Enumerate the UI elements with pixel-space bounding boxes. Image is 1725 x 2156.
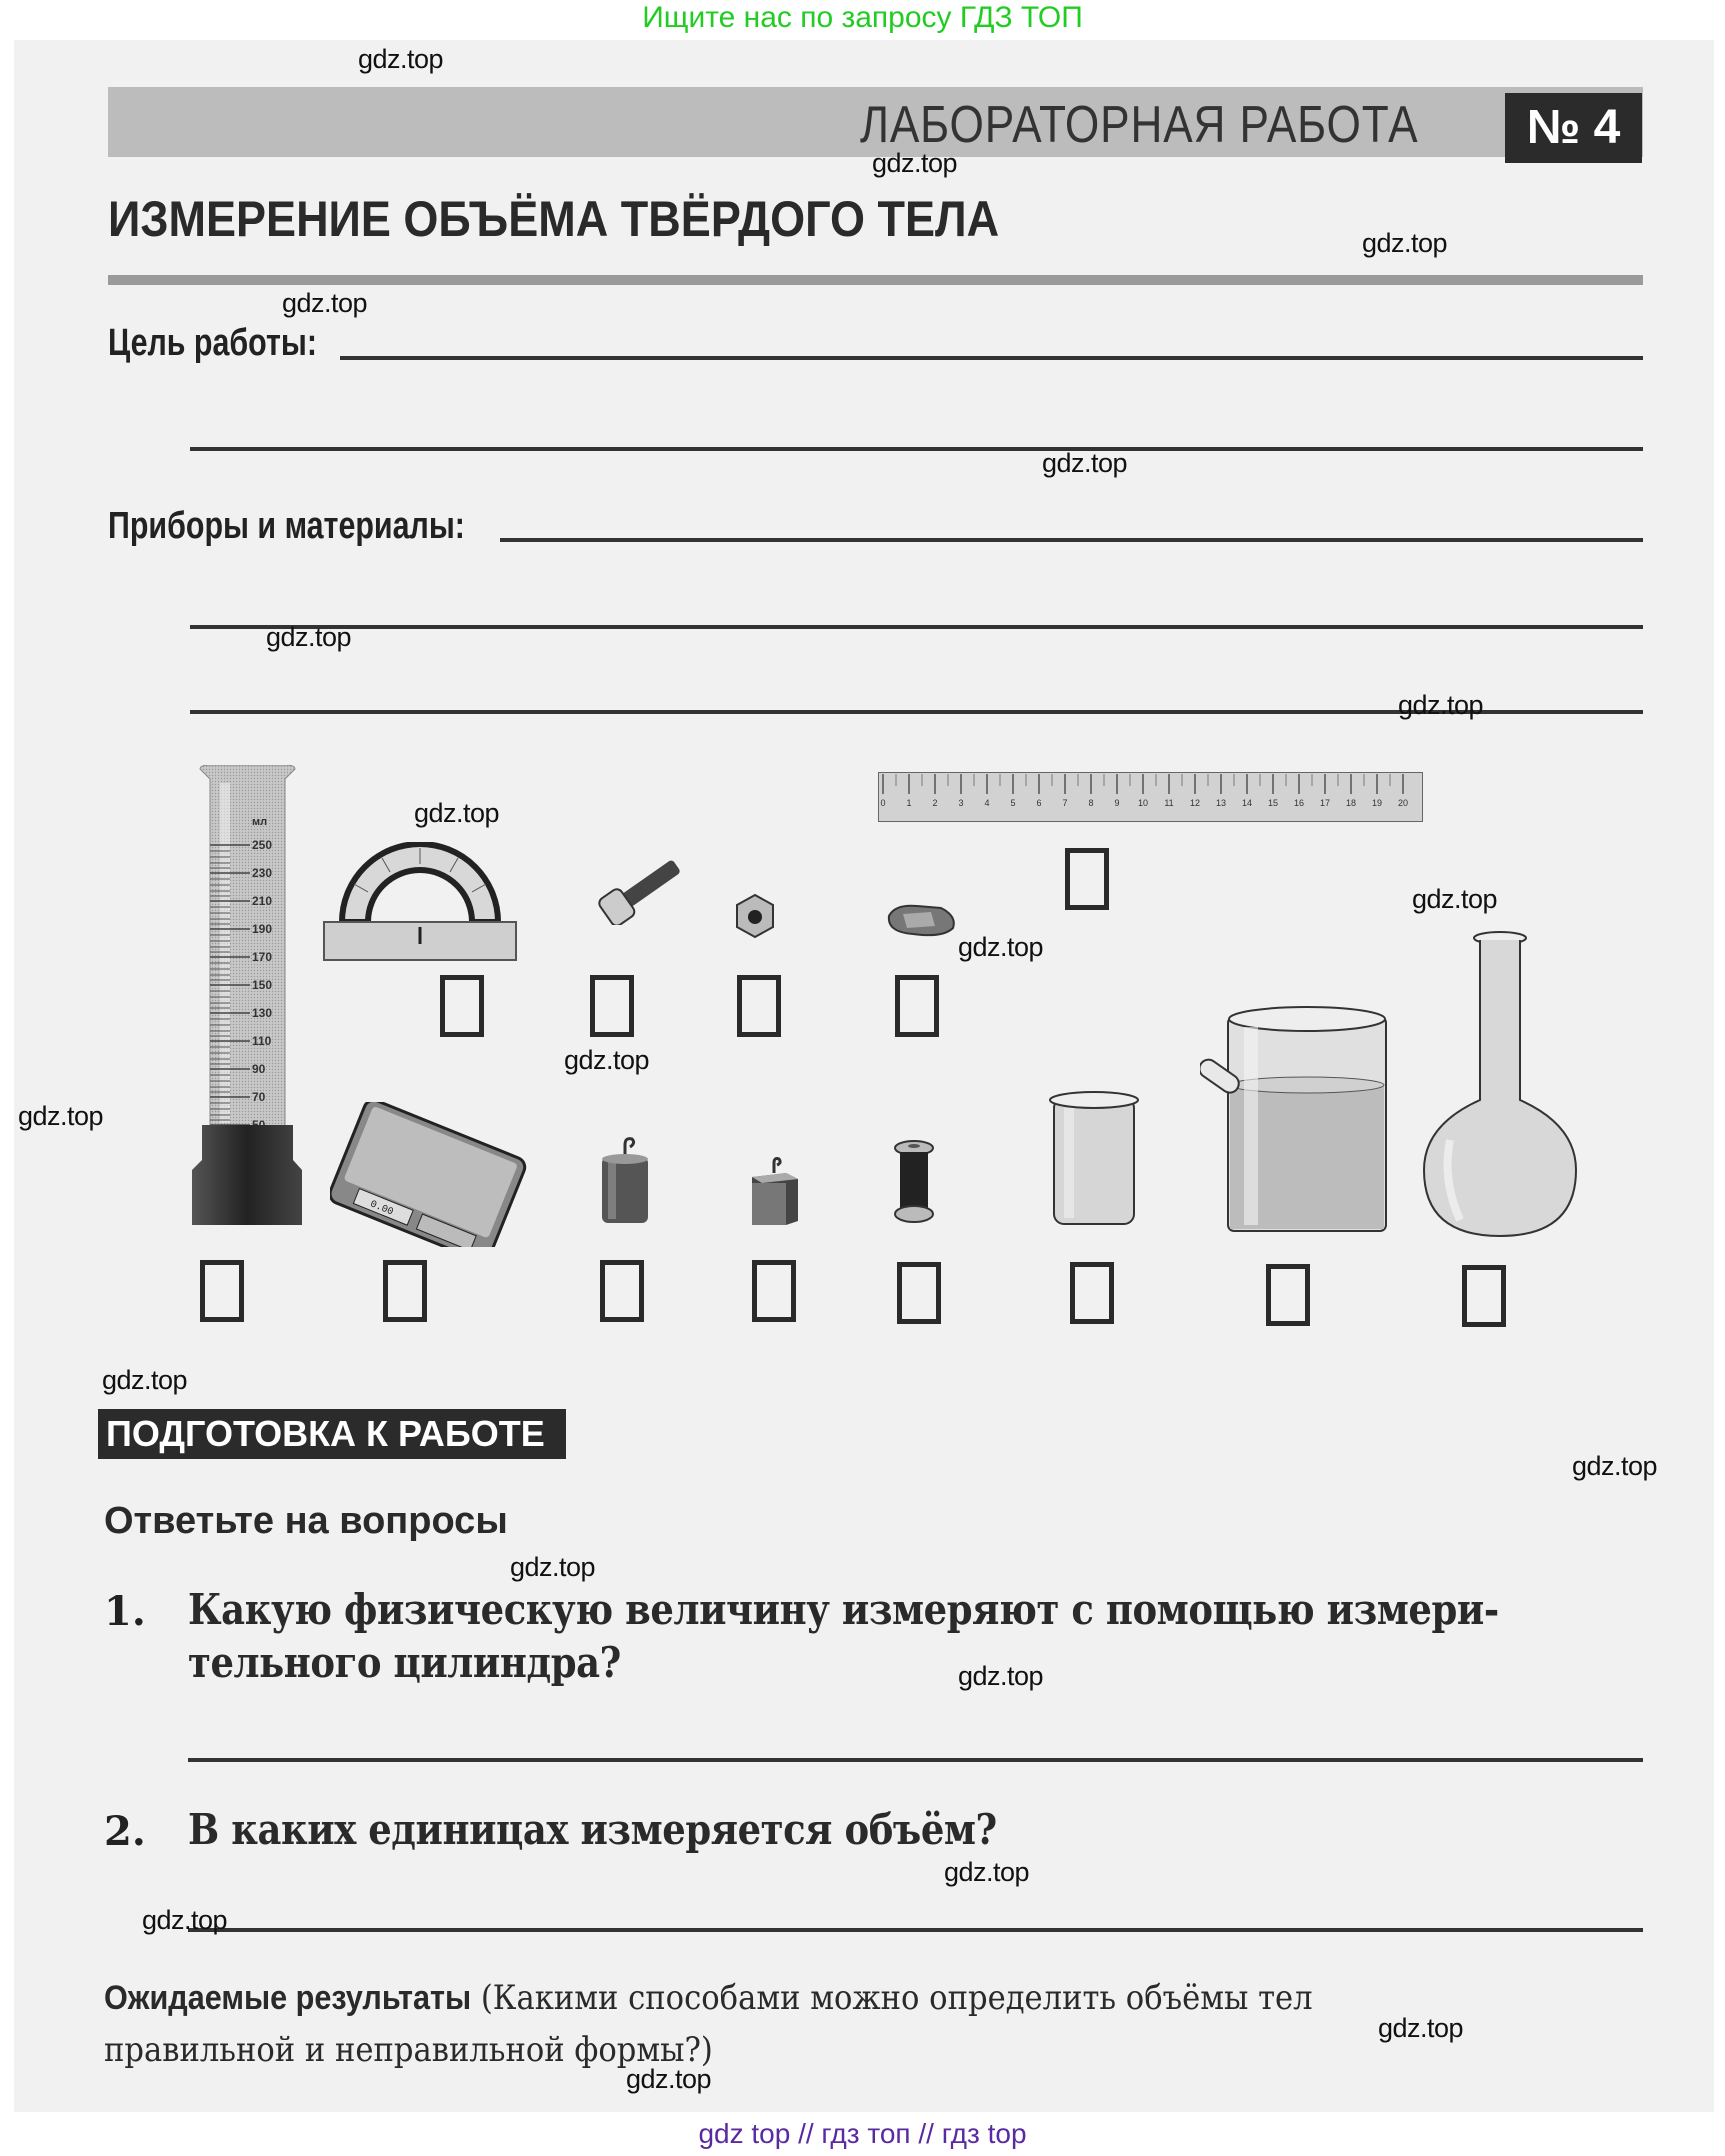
question-2-answer-line[interactable] <box>188 1928 1643 1932</box>
svg-text:5: 5 <box>1010 798 1016 808</box>
watermark: gdz.top <box>266 622 352 652</box>
thread-spool-image <box>893 1140 935 1224</box>
checkbox-cube-weight[interactable] <box>752 1260 796 1322</box>
question-1-number: 1. <box>104 1588 146 1635</box>
checkbox-digital-scale[interactable] <box>383 1260 427 1322</box>
checkbox-beaker[interactable] <box>1070 1262 1114 1324</box>
measuring-cylinder-image <box>190 765 305 1225</box>
goal-answer-line-1[interactable] <box>340 356 1643 360</box>
svg-text:13: 13 <box>1215 798 1227 808</box>
svg-text:110: 110 <box>252 1034 272 1048</box>
watermark: gdz.top <box>414 798 500 828</box>
svg-text:90: 90 <box>252 1062 266 1076</box>
digital-scale-image <box>330 1102 530 1247</box>
svg-text:230: 230 <box>252 866 273 880</box>
watermark: gdz.top <box>872 148 958 178</box>
lab-number-badge: № 4 <box>1505 93 1642 163</box>
question-1-text-line-2: тельного цилиндра? <box>188 1638 621 1687</box>
checkbox-stone[interactable] <box>895 975 939 1037</box>
svg-text:14: 14 <box>1241 798 1253 808</box>
svg-text:6: 6 <box>1036 798 1042 808</box>
watermark: gdz.top <box>1412 884 1498 914</box>
svg-text:10: 10 <box>1137 798 1149 808</box>
subhead-answer-questions: Ответьте на вопросы <box>104 1500 508 1542</box>
svg-text:12: 12 <box>1189 798 1201 808</box>
svg-text:1: 1 <box>906 798 912 808</box>
svg-text:16: 16 <box>1293 798 1305 808</box>
svg-text:17: 17 <box>1319 798 1331 808</box>
svg-text:190: 190 <box>252 922 273 936</box>
svg-text:19: 19 <box>1371 798 1383 808</box>
svg-text:мл: мл <box>252 816 268 828</box>
equipment-answer-line-2[interactable] <box>190 625 1643 629</box>
watermark: gdz.top <box>564 1045 650 1075</box>
title-divider <box>108 275 1643 285</box>
protractor-image <box>322 842 518 962</box>
lab-work-label: ЛАБОРАТОРНАЯ РАБОТА <box>860 96 1419 154</box>
watermark: gdz.top <box>958 1661 1044 1691</box>
checkbox-nut[interactable] <box>737 975 781 1037</box>
watermark: gdz.top <box>1362 228 1448 258</box>
svg-text:130: 130 <box>252 1006 273 1020</box>
watermark: gdz.top <box>1042 448 1128 478</box>
overflow-vessel-image <box>1200 1005 1390 1235</box>
watermark: gdz.top <box>944 1857 1030 1887</box>
cylindrical-weight-image <box>600 1135 650 1225</box>
svg-text:9: 9 <box>1114 798 1120 808</box>
checkbox-flask[interactable] <box>1462 1265 1506 1327</box>
watermark: gdz.top <box>958 932 1044 962</box>
watermark: gdz.top <box>626 2064 712 2094</box>
checkbox-measuring-cylinder[interactable] <box>200 1260 244 1322</box>
watermark: gdz.top <box>102 1365 188 1395</box>
svg-text:20: 20 <box>1397 798 1409 808</box>
checkbox-thread-spool[interactable] <box>897 1262 941 1324</box>
expected-results-question-2: правильной и неправильной формы?) <box>104 2030 713 2070</box>
flask-image <box>1420 930 1580 1240</box>
svg-text:150: 150 <box>252 978 273 992</box>
svg-text:250: 250 <box>252 838 273 852</box>
svg-text:4: 4 <box>984 798 990 808</box>
watermark: gdz.top <box>282 288 368 318</box>
svg-text:11: 11 <box>1164 798 1174 808</box>
ruler-image <box>878 772 1423 822</box>
stone-image <box>883 902 959 938</box>
watermark: gdz.top <box>1572 1451 1658 1481</box>
goal-answer-line-2[interactable] <box>190 447 1643 451</box>
section-badge-preparation: ПОДГОТОВКА К РАБОТЕ <box>98 1409 566 1459</box>
checkbox-overflow-vessel[interactable] <box>1266 1264 1310 1326</box>
svg-text:210: 210 <box>252 894 273 908</box>
bolt-image <box>590 855 690 925</box>
expected-results-label: Ожидаемые результаты <box>104 1979 472 2017</box>
svg-text:7: 7 <box>1062 798 1068 808</box>
nut-image <box>735 893 775 939</box>
watermark: gdz.top <box>1398 690 1484 720</box>
cube-weight-image <box>748 1155 800 1225</box>
svg-text:15: 15 <box>1267 798 1279 808</box>
svg-text:0.00: 0.00 <box>368 1199 395 1219</box>
svg-text:2: 2 <box>932 798 938 808</box>
checkbox-cylindrical-weight[interactable] <box>600 1260 644 1322</box>
watermark: gdz.top <box>18 1101 104 1131</box>
checkbox-ruler[interactable] <box>1065 848 1109 910</box>
equipment-label: Приборы и материалы: <box>108 505 465 547</box>
question-2-number: 2. <box>104 1808 146 1855</box>
svg-text:70: 70 <box>252 1090 266 1104</box>
expected-results-question-1: (Какими способами можно определить объёмы тел <box>471 1978 1313 2018</box>
question-1-answer-line[interactable] <box>188 1758 1643 1762</box>
bottom-banner: gdz top // гдз топ // гдз top <box>698 2118 1027 2149</box>
question-1-text-line-1: Какую физическую величину измеряют с помощью измери- <box>188 1585 1499 1634</box>
checkbox-bolt[interactable] <box>590 975 634 1037</box>
question-2-text: В каких единицах измеряется объём? <box>188 1805 997 1854</box>
goal-label: Цель работы: <box>108 322 317 364</box>
svg-text:8: 8 <box>1088 798 1094 808</box>
watermark: gdz.top <box>1378 2013 1464 2043</box>
checkbox-protractor[interactable] <box>440 975 484 1037</box>
svg-text:3: 3 <box>958 798 964 808</box>
watermark: gdz.top <box>510 1552 596 1582</box>
top-banner: Ищите нас по запросу ГДЗ ТОП <box>642 1 1083 34</box>
page-title: ИЗМЕРЕНИЕ ОБЪЁМА ТВЁРДОГО ТЕЛА <box>108 191 1000 247</box>
svg-text:170: 170 <box>252 950 273 964</box>
svg-text:18: 18 <box>1345 798 1357 808</box>
watermark: gdz.top <box>142 1905 228 1935</box>
equipment-answer-line-1[interactable] <box>500 538 1643 542</box>
watermark: gdz.top <box>358 44 444 74</box>
svg-text:0: 0 <box>880 798 886 808</box>
beaker-image <box>1048 1090 1140 1230</box>
